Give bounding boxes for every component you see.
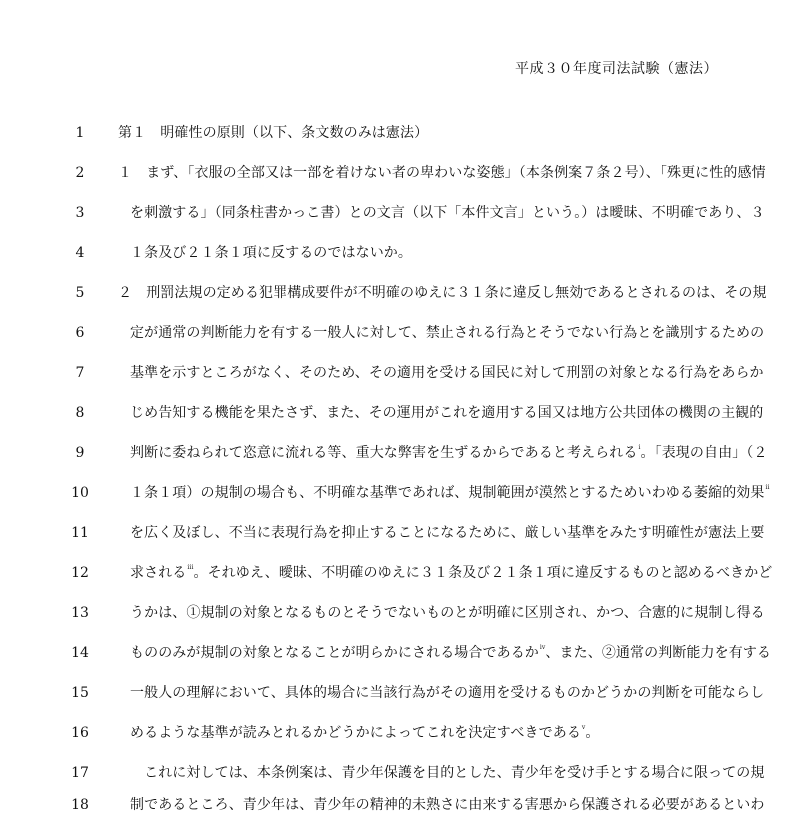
line-number: 5 <box>75 285 85 301</box>
line-text-part: 。それゆえ、曖昧、不明確のゆえに３１条及び２１条１項に違反するものと認めるべきかど <box>193 565 773 581</box>
line-text: 一般人の理解において、具体的場合に当該行為がその適用を受けるものかどうかの判断を可能ならし <box>130 685 765 701</box>
line-text-part: 。「表現の自由」（２ <box>640 445 768 461</box>
footnote-marker: iii <box>187 564 194 571</box>
line-row-8 <box>0 398 800 428</box>
line-number: 2 <box>75 165 85 181</box>
line-number: 12 <box>71 565 89 581</box>
line-text-part: 求される <box>130 565 187 581</box>
footnote-marker: v <box>581 724 586 731</box>
line-number: 11 <box>71 525 89 541</box>
line-text: 定が通常の判断能力を有する一般人に対して、禁止される行為とそうでない行為とを識別するための <box>130 325 765 341</box>
line-text-part: 、また、②通常の判断能力を有する <box>545 645 772 661</box>
line-text <box>130 718 688 748</box>
line-text <box>130 558 773 588</box>
line-number: 8 <box>75 405 85 421</box>
line-row-18 <box>0 790 800 820</box>
line-row-16 <box>0 718 800 748</box>
line-text: １ まず、「衣服の全部又は一部を着けない者の卑わいな姿態」（本条例案７条２号）、「殊更に性的感情 <box>118 165 766 181</box>
line-number: 18 <box>71 797 89 813</box>
footnote-marker: i <box>638 444 641 451</box>
line-number: 17 <box>71 765 89 781</box>
line-text: 基準を示すところがなく、そのため、その適用を受ける国民に対して刑罰の対象となる行為をあらか <box>130 365 764 381</box>
line-row-14 <box>0 638 800 668</box>
line-text: １条及び２１条１項に反するのではないか。 <box>130 245 412 261</box>
line-number: 10 <box>71 485 89 501</box>
line-row-4 <box>0 238 800 268</box>
line-text-part: めるような基準が読みとれるかどうかによってこれを決定すべきである <box>130 725 581 741</box>
line-text: じめ告知する機能を果たさず、また、その運用がこれを適用する国又は地方公共団体の機関の主観的 <box>130 405 764 421</box>
line-text: 第１ 明確性の原則（以下、条文数のみは憲法） <box>118 125 429 141</box>
line-text-part: １条１項）の規制の場合も、不明確な基準であれば、規制範囲が漠然とするためいわゆる萎縮的効果 <box>130 485 765 501</box>
line-number: 6 <box>75 325 85 341</box>
line-row-3 <box>0 198 800 228</box>
line-number: 13 <box>71 605 89 621</box>
line-text: を刺激する」（同条柱書かっこ書）との文言（以下「本件文言」という。）は曖昧、不明確であり、３ <box>130 205 765 221</box>
line-number: 15 <box>71 685 89 701</box>
line-number: 4 <box>75 245 85 261</box>
line-row-1 <box>0 118 800 148</box>
line-text: これに対しては、本条例案は、青少年保護を目的とした、青少年を受け手とする場合に限っての規 <box>130 765 765 781</box>
line-text <box>130 638 772 668</box>
line-number: 9 <box>75 445 85 461</box>
line-number: 16 <box>71 725 89 741</box>
footnote-marker: iv <box>539 644 546 651</box>
line-row-7 <box>0 358 800 388</box>
line-number: 3 <box>75 205 85 221</box>
line-row-12 <box>0 558 800 588</box>
line-row-15 <box>0 678 800 708</box>
line-number: 14 <box>71 645 89 661</box>
line-row-6 <box>0 318 800 348</box>
line-row-2 <box>0 158 800 188</box>
line-text <box>130 478 770 508</box>
line-number: 1 <box>75 125 85 141</box>
line-text: を広く及ぼし、不当に表現行為を抑止することになるために、厳しい基準をみたす明確性が憲法上要 <box>130 525 765 541</box>
line-text <box>130 438 768 468</box>
line-text-part: もののみが規制の対象となることが明らかにされる場合であるか <box>130 645 539 661</box>
line-row-9 <box>0 438 800 468</box>
line-row-17 <box>0 758 800 788</box>
line-row-10 <box>0 478 800 508</box>
line-text: うかは、①規制の対象となるものとそうでないものとが明確に区別され、かつ、合憲的に規制し得る <box>130 605 765 621</box>
line-number: 7 <box>75 365 85 381</box>
line-row-11 <box>0 518 800 548</box>
document-header-title: 平成３０年度司法試験（憲法） <box>515 61 718 77</box>
line-text: 制であるところ、青少年は、青少年の精神的未熟さに由来する害悪から保護される必要があるといわ <box>130 797 765 813</box>
footnote-marker: ii <box>765 484 770 491</box>
line-row-5 <box>0 278 800 308</box>
line-text: ２ 刑罰法規の定める犯罪構成要件が不明確のゆえに３１条に違反し無効であるとされるのは、その規 <box>118 285 767 301</box>
line-row-13 <box>0 598 800 628</box>
line-text-part: 。 <box>585 725 600 741</box>
line-text-part: 判断に委ねられて恣意に流れる等、重大な弊害を生ずるからであると考えられる <box>130 445 638 461</box>
